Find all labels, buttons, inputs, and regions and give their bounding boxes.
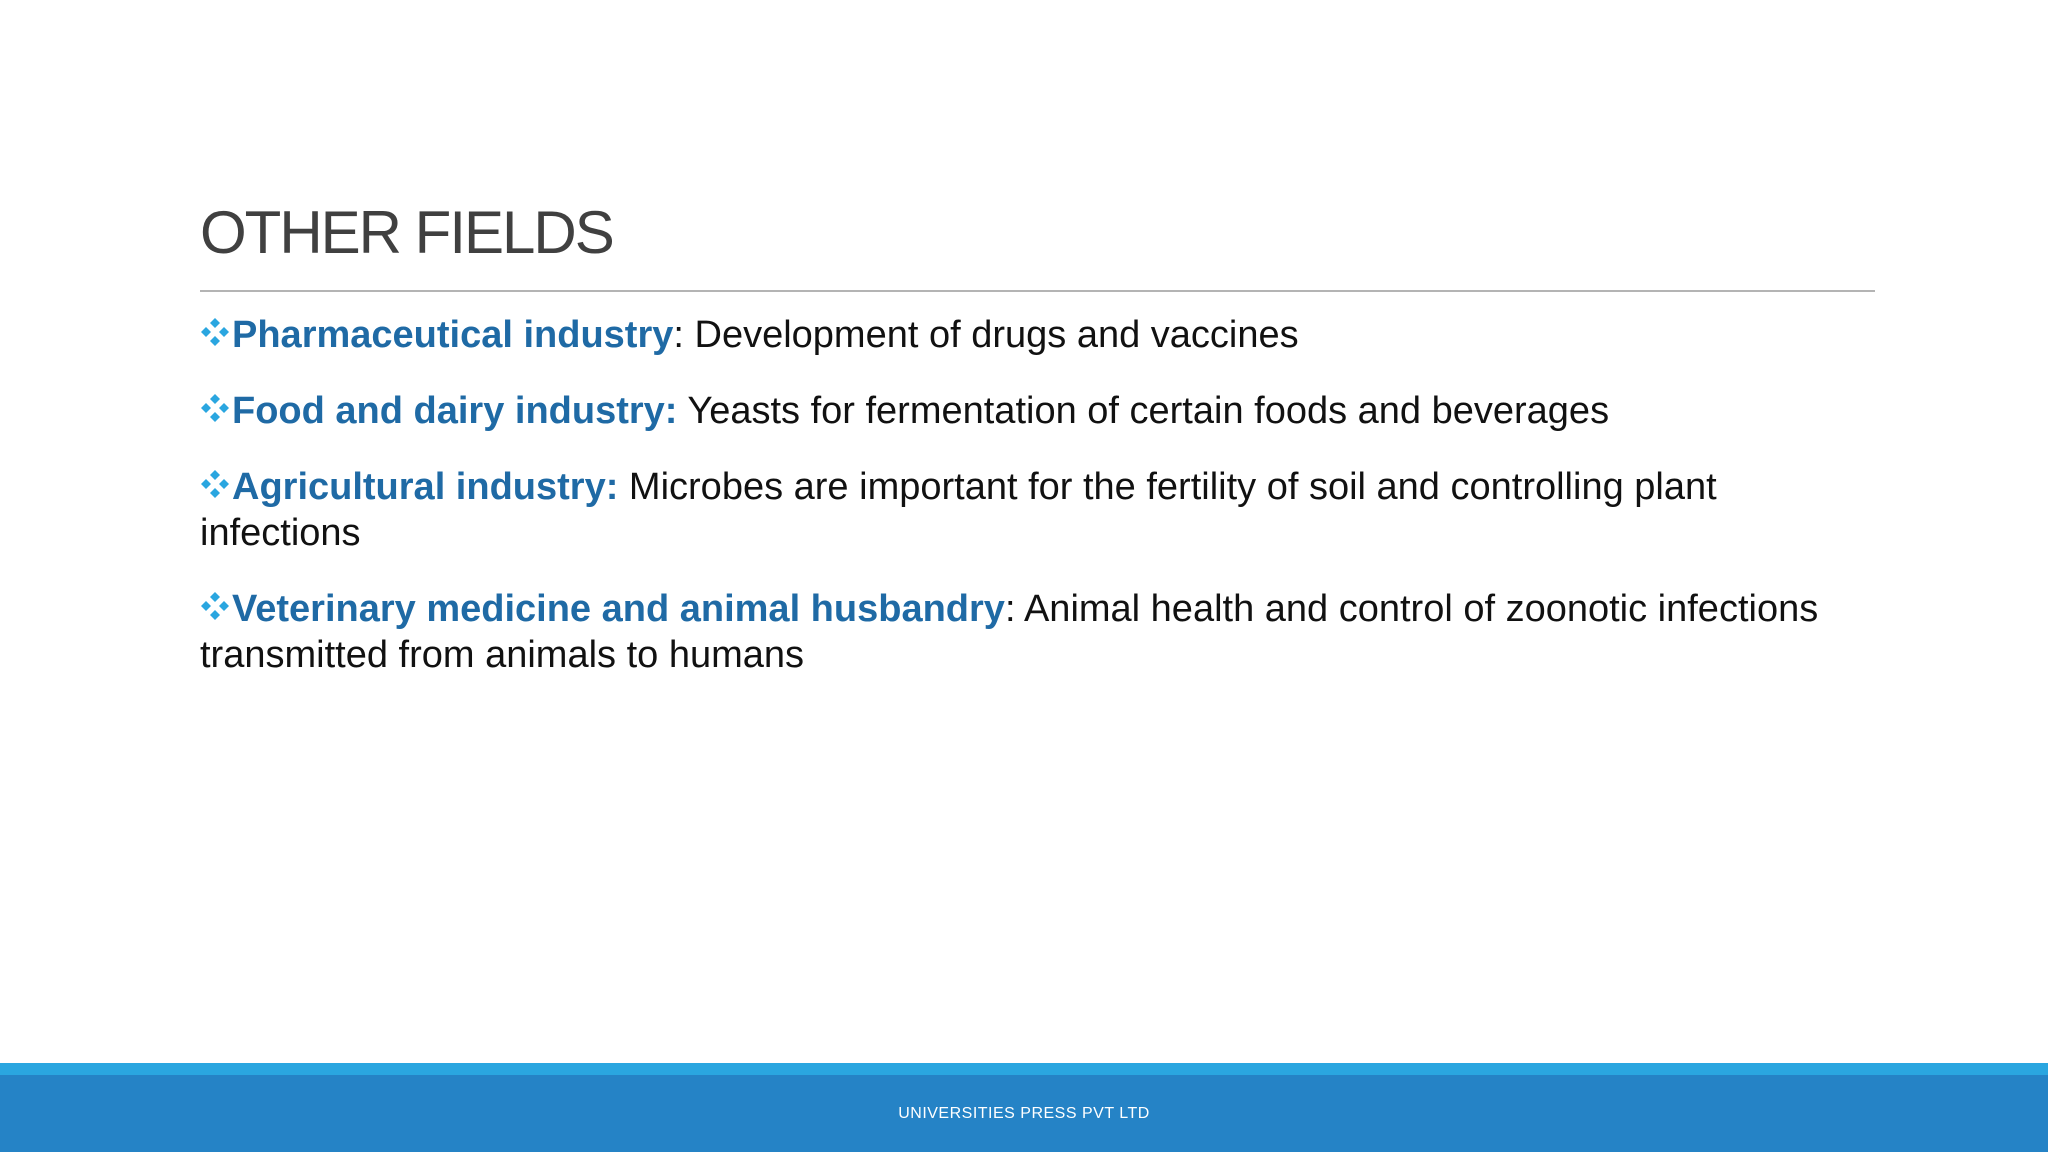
bullet-item-veterinary [188, 586, 1868, 678]
footer-publisher: UNIVERSITIES PRESS PVT LTD [898, 1105, 1150, 1122]
bullet-description: Development of drugs and vaccines [683, 314, 1299, 356]
bullet-term: Pharmaceutical industry [232, 314, 674, 356]
four-diamond-bullet-icon [200, 591, 232, 621]
bullet-term: Veterinary medicine and animal husbandry [232, 588, 1005, 630]
bullet-item-agricultural [188, 464, 1868, 556]
bullet-separator: : [673, 314, 684, 356]
four-diamond-bullet-icon [200, 469, 232, 499]
bullet-item-food-dairy [188, 388, 1868, 434]
bullet-description: Animal health and control of zoonotic infections transmitted from animals to humans [200, 588, 1819, 676]
bullet-list [188, 312, 1868, 708]
bullet-term: Agricultural industry: [232, 466, 619, 508]
title-divider [200, 290, 1875, 292]
bullet-item-pharmaceutical [188, 312, 1868, 358]
bullet-separator: : [1004, 588, 1016, 630]
slide-title: OTHER FIELDS [200, 199, 613, 266]
bullet-description: Microbes are important for the fertility of soil and controlling plant infections [200, 466, 1717, 554]
bullet-description: Yeasts for fermentation of certain foods and beverages [677, 390, 1610, 432]
footer-accent-stripe [0, 1063, 2048, 1075]
four-diamond-bullet-icon [200, 317, 232, 347]
four-diamond-bullet-icon [200, 393, 232, 423]
bullet-term: Food and dairy industry: [232, 390, 678, 432]
